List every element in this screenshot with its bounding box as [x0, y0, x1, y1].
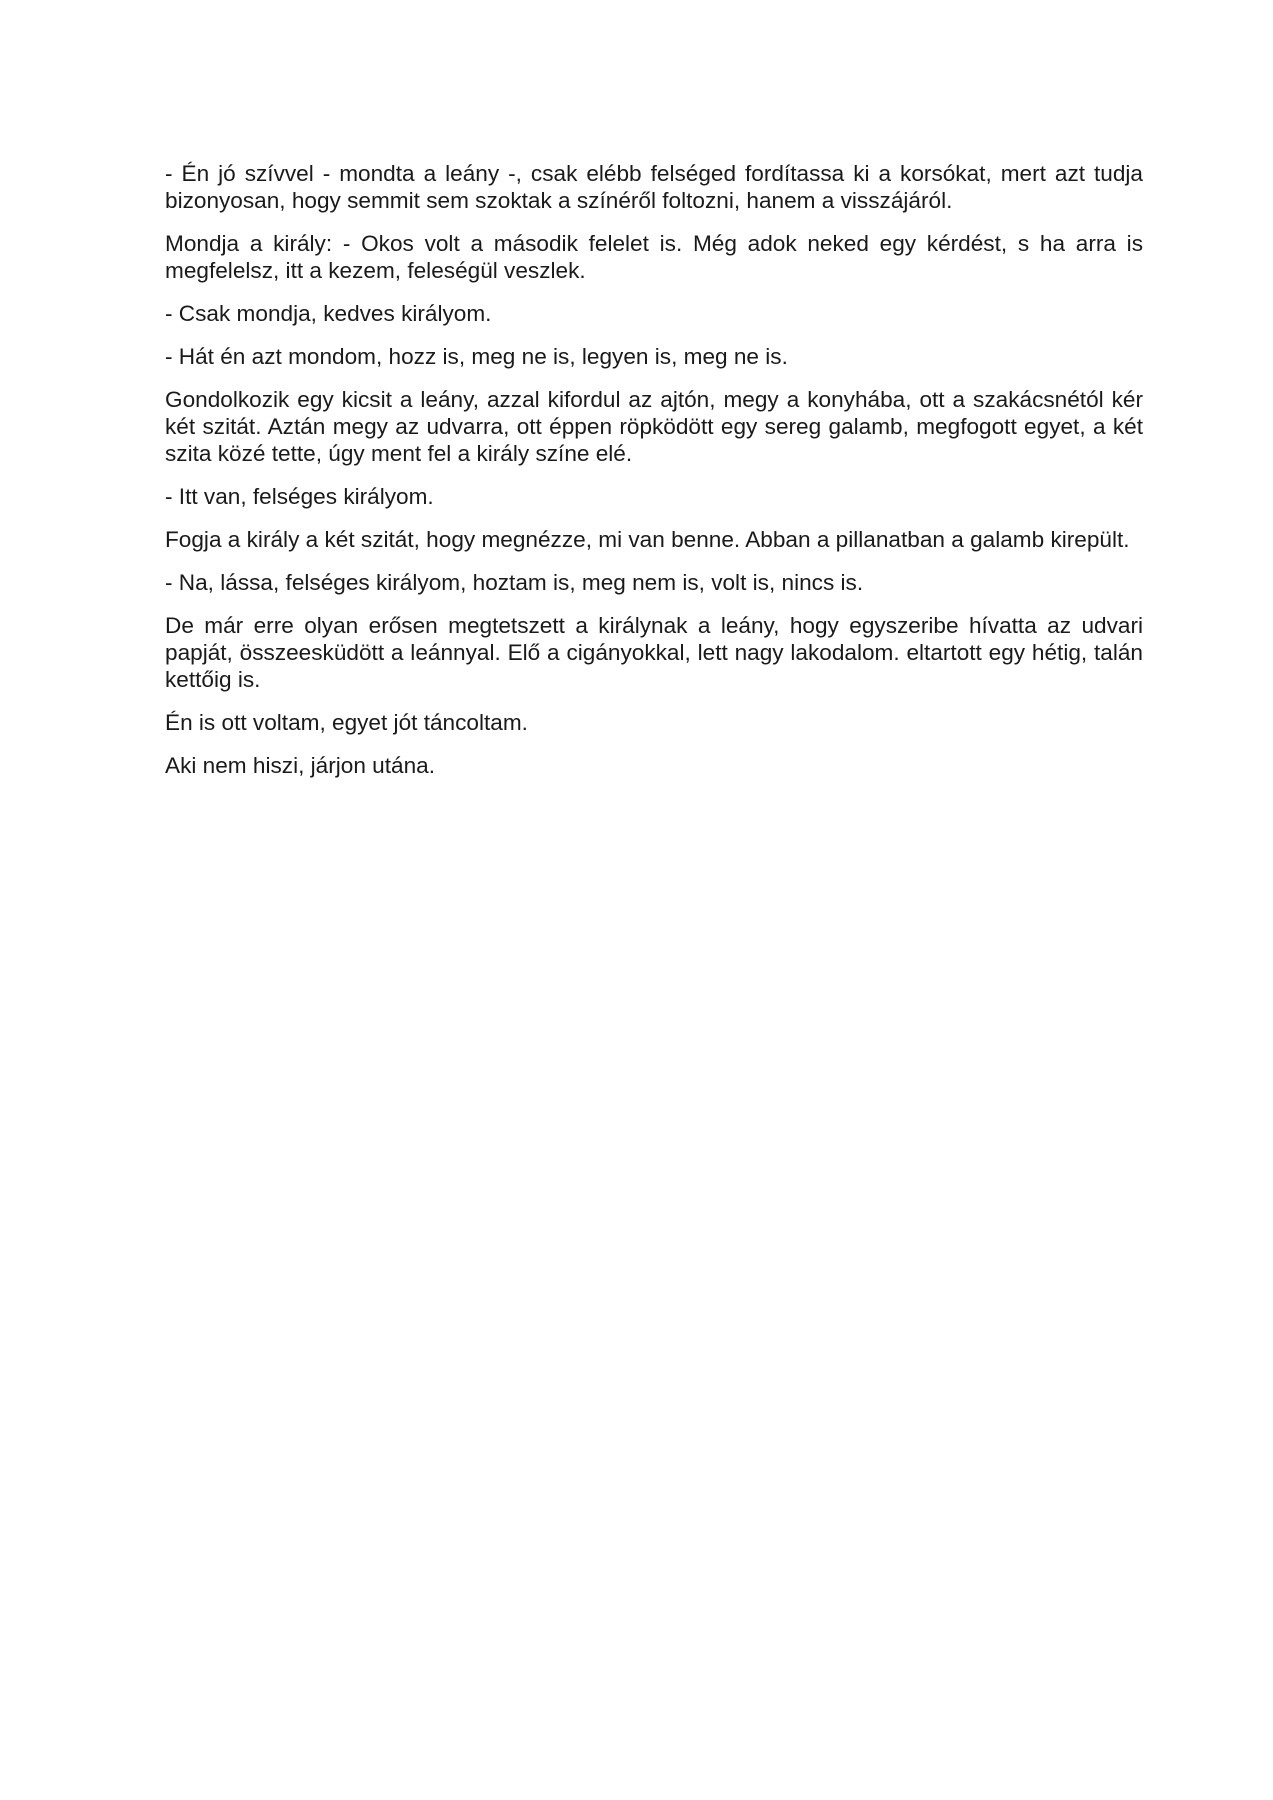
- paragraph: Fogja a király a két szitát, hogy megnézze, mi van benne. Abban a pillanatban a galamb kirepült.: [165, 527, 1130, 552]
- paragraph: De már erre olyan erősen megtetszett a királynak a leány, hogy egyszeribe hívatta az udvari papját, összeesküdött a leánnyal. Elő a cigányokkal, lett nagy lakodalom. eltartott egy hétig, talán kettőig is.: [165, 613, 1143, 692]
- paragraph: - Hát én azt mondom, hozz is, meg ne is, legyen is, meg ne is.: [165, 344, 788, 369]
- paragraph: - Én jó szívvel - mondta a leány -, csak elébb felséged fordítassa ki a korsókat, mert azt tudja bizonyosan, hogy semmit sem szoktak a színéről foltozni, hanem a visszájáról.: [165, 161, 1143, 213]
- paragraph: - Itt van, felséges királyom.: [165, 484, 434, 509]
- paragraph: Aki nem hiszi, járjon utána.: [165, 753, 435, 778]
- paragraph: Én is ott voltam, egyet jót táncoltam.: [165, 710, 528, 735]
- paragraph: - Na, lássa, felséges királyom, hoztam is, meg nem is, volt is, nincs is.: [165, 570, 864, 595]
- paragraph: Mondja a király: - Okos volt a második felelet is. Még adok neked egy kérdést, s ha arra is megfelelsz, itt a kezem, feleségül veszlek.: [165, 231, 1143, 283]
- paragraph: - Csak mondja, kedves királyom.: [165, 301, 492, 326]
- paragraph: Gondolkozik egy kicsit a leány, azzal kifordul az ajtón, megy a konyhába, ott a szakácsnétól kér két szitát. Aztán megy az udvarra, ott éppen röpködött egy sereg galamb, megfogott egyet, a két szita közé tette, úgy ment fel a király színe elé.: [165, 387, 1143, 466]
- document-body: [165, 160, 1143, 795]
